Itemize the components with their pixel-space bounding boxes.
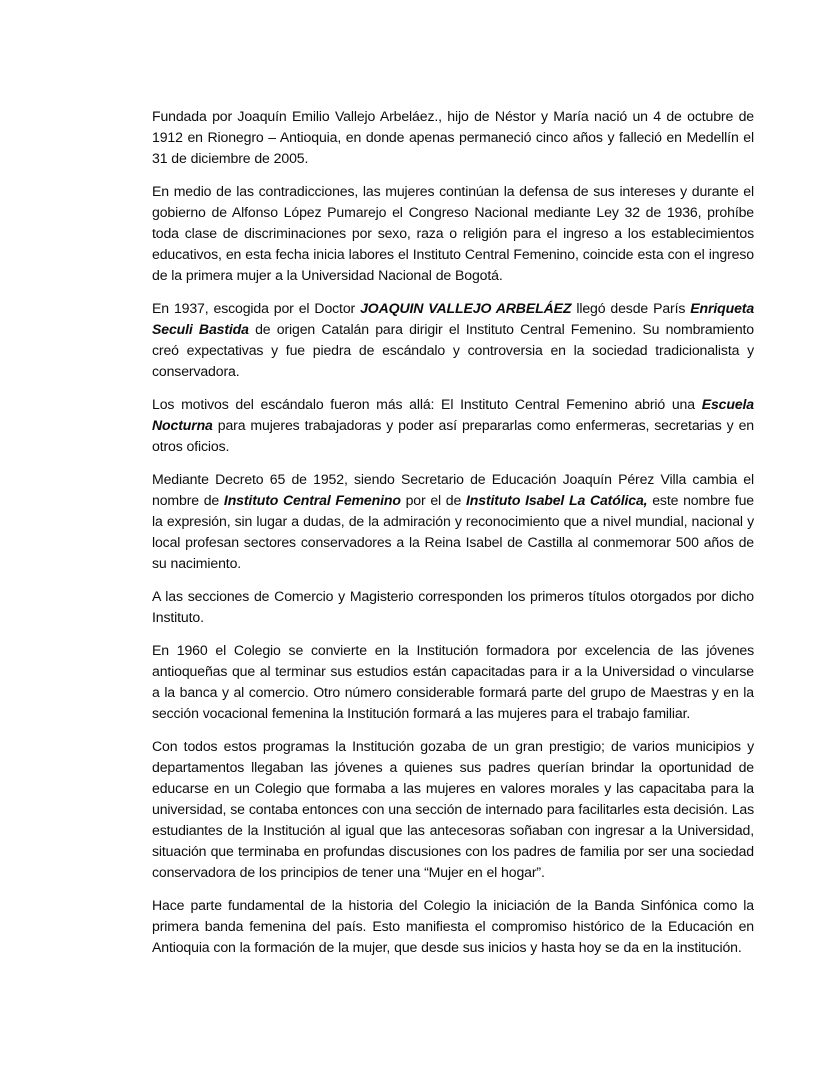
emphasis-text: Instituto Isabel La Católica, [466,492,648,508]
paragraph [152,298,754,382]
body-text: Con todos estos programas la Institución gozaba de un gran prestigio; de varios municipios y departamentos llegaban las jóvenes a quienes sus padres querían brindar la oportunidad de educarse en un Colegio que formaba a las mujeres en valores morales y las capacitaba para la universidad, se contaba entonces con una sección de internado para facilitarles esta decisión. Las estudiantes de la Institución al igual que las antecesoras soñaban con ingresar a la Universidad, situación que terminaba en profundas discusiones con los padres de familia por ser una sociedad conservadora de los principios de tener una “Mujer en el hogar”. [152,738,754,880]
paragraph [152,181,754,286]
emphasis-text: Instituto Central Femenino [223,492,401,508]
paragraph [152,394,754,457]
paragraph [152,895,754,958]
body-text: para mujeres trabajadoras y poder así prepararlas como enfermeras, secretarias y en otros oficios. [152,417,754,454]
body-text: Hace parte fundamental de la historia del Colegio la iniciación de la Banda Sinfónica como la primera banda femenina del país. Esto manifiesta el compromiso histórico de la Educación en Antioquia con la formación de la mujer, que desde sus inicios y hasta hoy se da en la institución. [152,897,754,955]
paragraph [152,106,754,169]
body-text: Mediante Decreto 65 de 1952, siendo Secretario de Educación Joaquín Pérez Villa cambia el nombre de [152,471,754,508]
body-text: En 1937, escogida por el Doctor [152,300,361,316]
body-text: llegó desde París [571,300,691,316]
body-text: A las secciones de Comercio y Magisterio corresponden los primeros títulos otorgados por dicho Instituto. [152,588,754,625]
paragraph [152,640,754,724]
paragraph [152,736,754,883]
document-text-body [152,106,754,958]
body-text: Los motivos del escándalo fueron más allá: El Instituto Central Femenino abrió una [152,396,702,412]
paragraph [152,469,754,574]
body-text: de origen Catalán para dirigir el Instituto Central Femenino. Su nombramiento creó expectativas y fue piedra de escándalo y controversia en la sociedad tradicionalista y conservadora. [152,321,754,379]
body-text: Fundada por Joaquín Emilio Vallejo Arbeláez., hijo de Néstor y María nació un 4 de octubre de 1912 en Rionegro – Antioquia, en donde apenas permaneció cinco años y falleció en Medellín el 31 de diciembre de 2005. [152,108,754,166]
body-text: este nombre fue la expresión, sin lugar a dudas, de la admiración y reconocimiento que a nivel mundial, nacional y local profesan sectores conservadores a la Reina Isabel de Castilla al conmemorar 500 años de su nacimiento. [152,492,754,571]
emphasis-text: Enriqueta Seculi Bastida [152,300,755,337]
body-text: En 1960 el Colegio se convierte en la Institución formadora por excelencia de las jóvenes antioqueñas que al terminar sus estudios están capacitadas para ir a la Universidad o vincularse a la banca y al comercio. Otro número considerable formará parte del grupo de Maestras y en la sección vocacional femenina la Institución formará a las mujeres para el trabajo familiar. [152,642,754,721]
emphasis-text: Escuela Nocturna [152,396,754,433]
emphasis-text: JOAQUIN VALLEJO ARBELÁEZ [360,300,572,316]
body-text: En medio de las contradicciones, las mujeres continúan la defensa de sus intereses y durante el gobierno de Alfonso López Pumarejo el Congreso Nacional mediante Ley 32 de 1936, prohíbe toda clase de discriminaciones por sexo, raza o religión para el ingreso a los establecimientos educativos, en esta fecha inicia labores el Instituto Central Femenino, coincide esta con el ingreso de la primera mujer a la Universidad Nacional de Bogotá. [152,183,754,283]
body-text: por el de [400,492,466,508]
paragraph [152,586,754,628]
